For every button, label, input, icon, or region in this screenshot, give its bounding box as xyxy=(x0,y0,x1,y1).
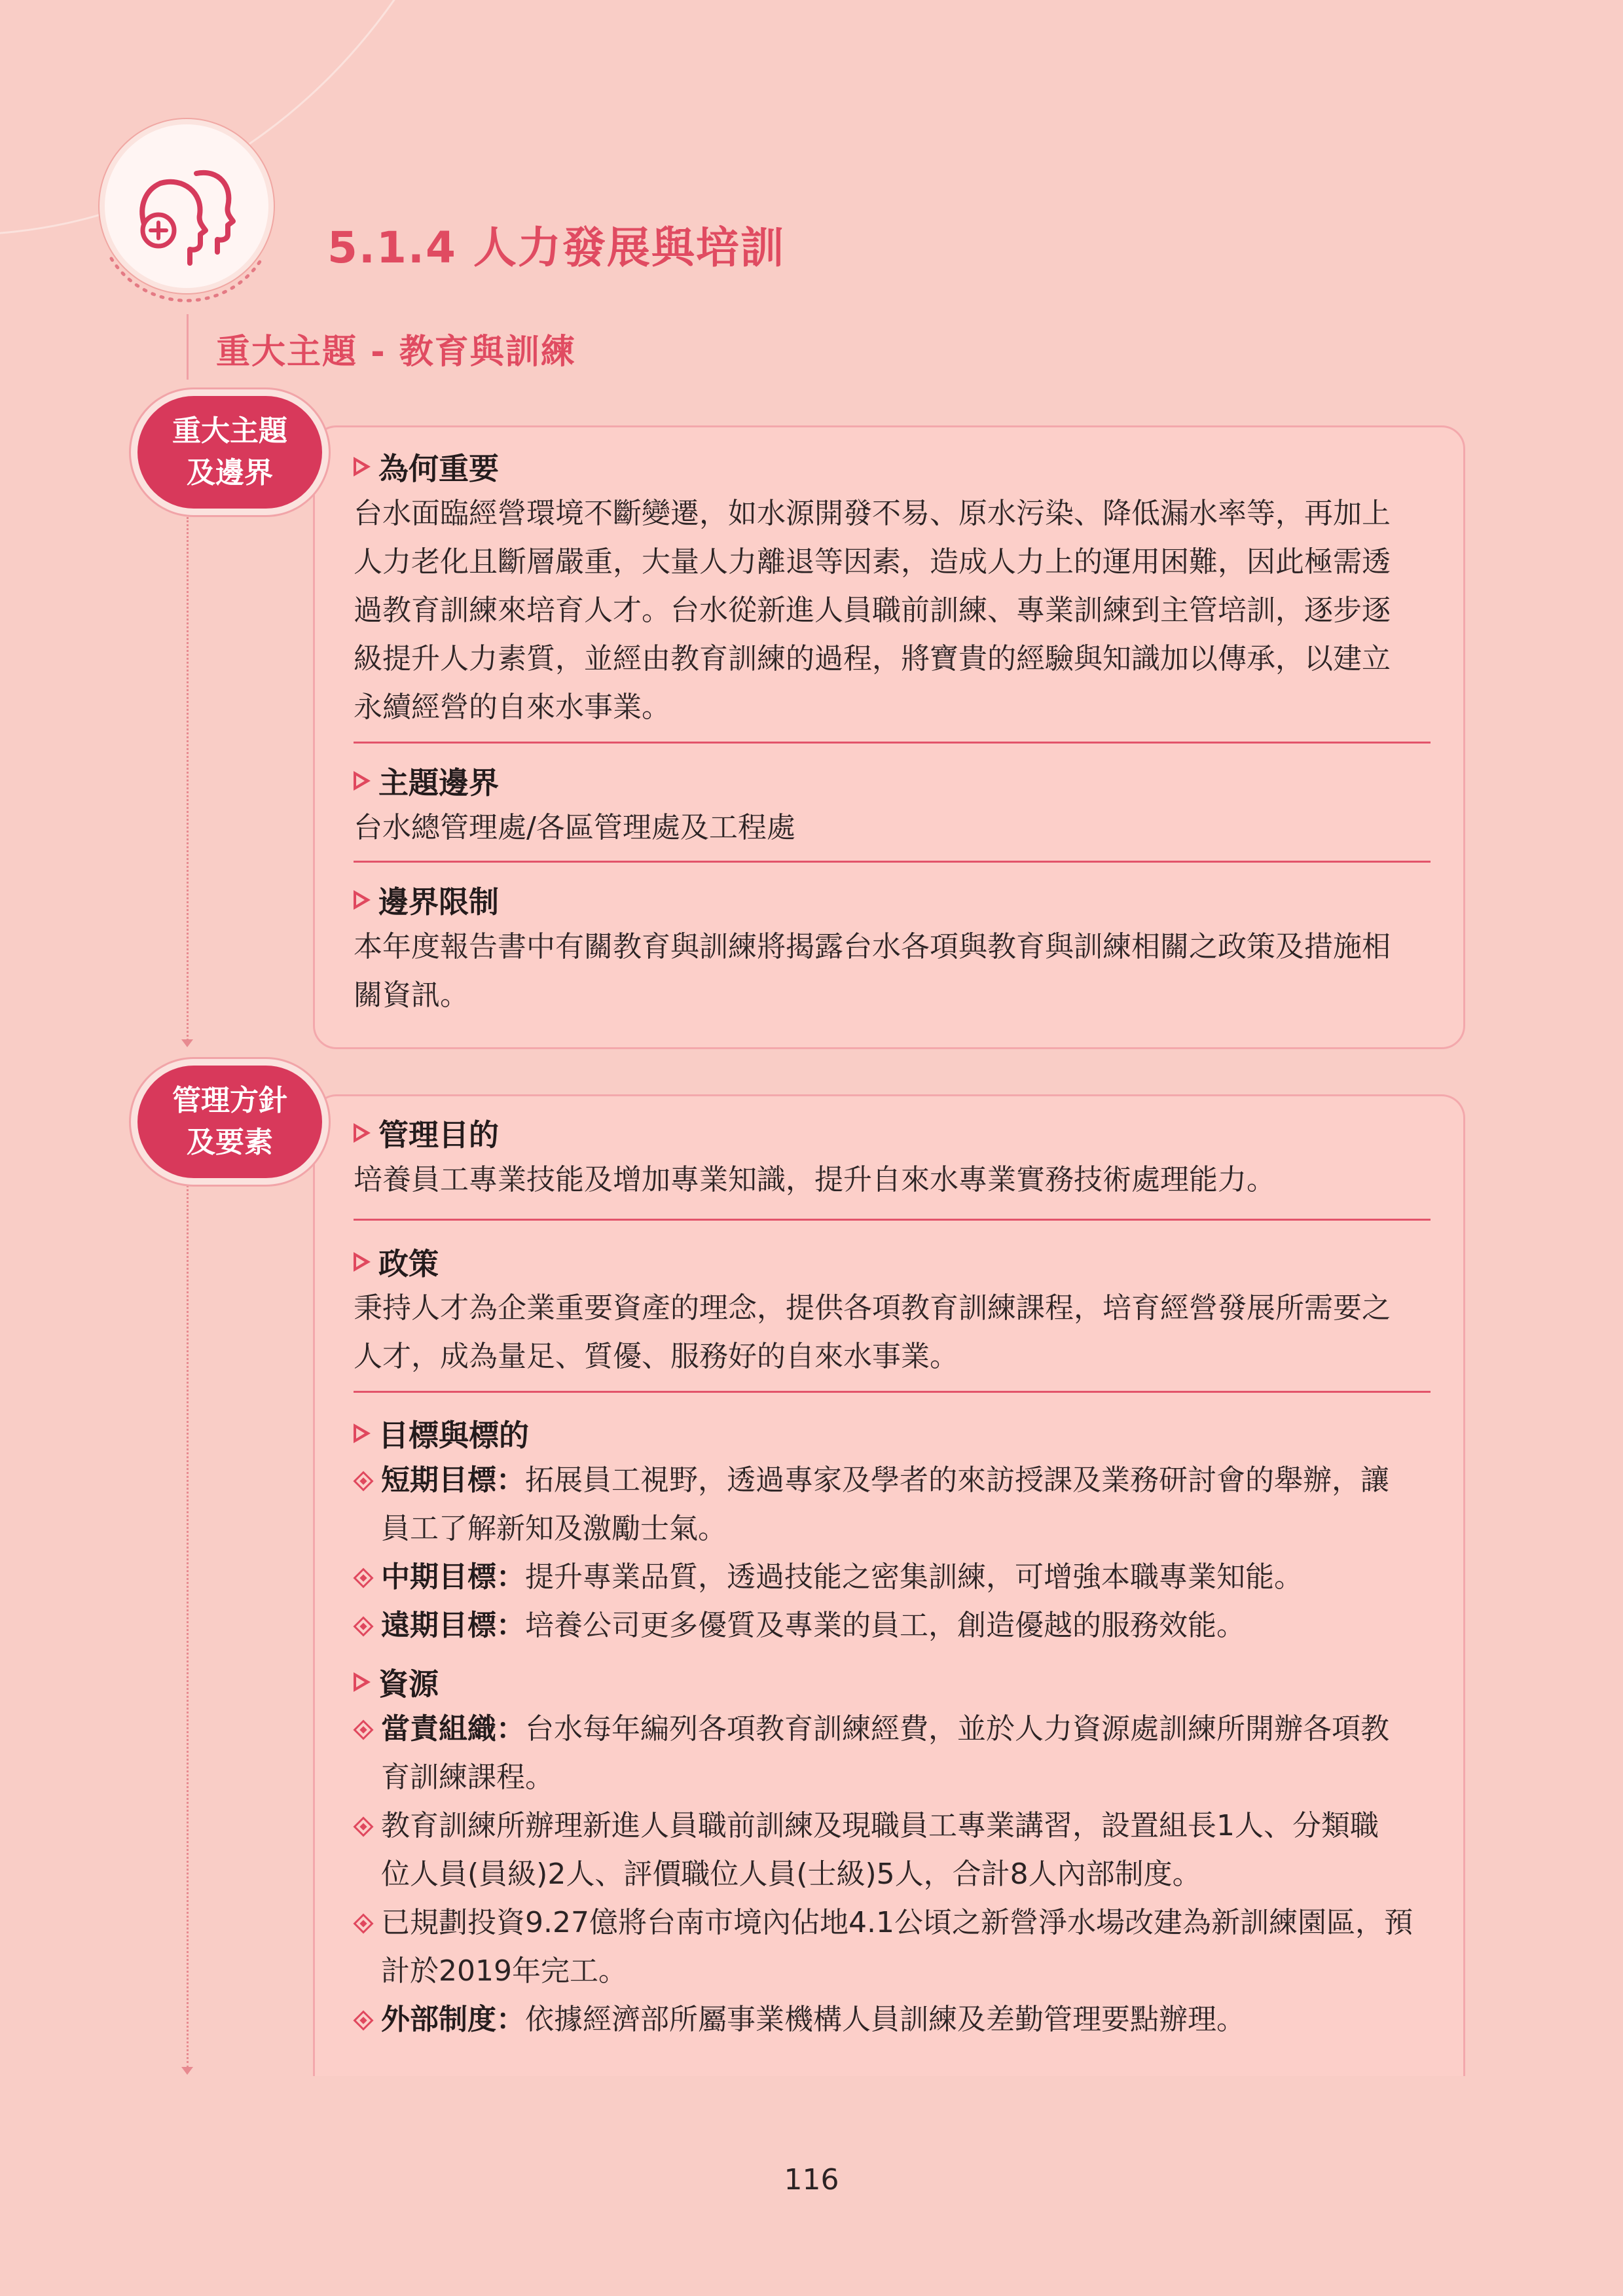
heading-policy xyxy=(354,1240,439,1283)
resource-staff-line1: 教育訓練所辦理新進人員職前訓練及現職員工專業講習，設置組長1人、分類職 xyxy=(381,1809,1379,1842)
limit-line-2: 關資訊。 xyxy=(354,978,469,1012)
heading-goals xyxy=(354,1412,529,1455)
diamond-bullet-icon xyxy=(353,1816,373,1837)
diamond-bullet-icon xyxy=(353,1913,373,1933)
pill-boundary-line2: 及邊界 xyxy=(187,456,273,490)
pill-management-line1: 管理方針 xyxy=(172,1084,287,1117)
goal-long-text: 培養公司更多優質及專業的員工，創造優越的服務效能。 xyxy=(525,1609,1245,1642)
timeline-arrow-icon-2 xyxy=(181,2067,193,2075)
pill-management-line2: 及要素 xyxy=(187,1126,273,1159)
resource-staff-line2: 位人員(員級)2人、評價職位人員(士級)5人，合計8人內部制度。 xyxy=(381,1857,1201,1891)
people-plus-icon xyxy=(98,118,275,295)
why-line-2: 人力老化且斷層嚴重，大量人力離退等因素，造成人力上的運用困難，因此極需透 xyxy=(354,545,1391,579)
resource-org-line1: 台水每年編列各項教育訓練經費，並於人力資源處訓練所開辦各項教 xyxy=(525,1712,1389,1746)
resource-investment xyxy=(354,1899,1434,1996)
management-purpose-text: 培養員工專業技能及增加專業知識，提升自來水專業實務技術處理能力。 xyxy=(354,1163,1275,1196)
triangle-bullet-icon xyxy=(354,771,371,791)
pill-management xyxy=(137,1066,322,1178)
goal-short-line2: 員工了解新知及激勵士氣。 xyxy=(381,1512,727,1545)
heading-policy-text: 政策 xyxy=(378,1246,439,1282)
timeline-dotted-line xyxy=(187,517,189,1041)
heading-management-purpose xyxy=(354,1111,499,1155)
resource-invest-line2: 計於2019年完工。 xyxy=(381,1954,627,1988)
divider xyxy=(354,1219,1431,1221)
divider xyxy=(354,742,1431,744)
triangle-bullet-icon xyxy=(354,890,371,910)
triangle-bullet-icon xyxy=(354,1424,371,1443)
resource-ext-label: 外部制度： xyxy=(381,2003,525,2036)
triangle-bullet-icon xyxy=(354,1672,371,1692)
page-number: 116 xyxy=(784,2163,839,2197)
heading-topic-boundary-text: 主題邊界 xyxy=(378,765,499,800)
goal-short-line1: 拓展員工視野，透過專家及學者的來訪授課及業務研討會的舉辦，讓 xyxy=(525,1463,1389,1497)
limit-line-1: 本年度報告書中有關教育與訓練將揭露台水各項與教育與訓練相關之政策及措施相 xyxy=(354,930,1391,963)
divider xyxy=(354,861,1431,863)
diamond-bullet-icon xyxy=(353,2010,373,2030)
timeline-arrow-icon xyxy=(181,1039,193,1047)
heading-boundary-limit xyxy=(354,878,499,922)
divider xyxy=(354,1391,1431,1393)
timeline-dotted-line-2 xyxy=(187,1185,189,2068)
heading-topic-boundary xyxy=(354,759,499,802)
resource-org-label: 當責組織： xyxy=(381,1712,525,1746)
pill-boundary-line1: 重大主題 xyxy=(172,414,287,448)
resource-org-line2: 育訓練課程。 xyxy=(381,1761,554,1794)
why-line-5: 永續經營的自來水事業。 xyxy=(354,691,670,724)
diamond-bullet-icon xyxy=(353,1616,373,1636)
why-line-3: 過教育訓練來培育人才。台水從新進人員職前訓練、專業訓練到主管培訓，逐步逐 xyxy=(354,594,1391,627)
goal-long-term xyxy=(354,1602,1434,1650)
why-line-4: 級提升人力素質，並經由教育訓練的過程，將寶貴的經驗與知識加以傳承，以建立 xyxy=(354,642,1391,675)
goal-mid-term xyxy=(354,1553,1434,1602)
page-subtitle: 重大主題 - 教育與訓練 xyxy=(216,332,576,372)
goal-mid-label: 中期目標： xyxy=(381,1560,525,1594)
heading-resources xyxy=(354,1660,439,1704)
boundary-limit-text xyxy=(354,923,1434,1020)
policy-line-1: 秉持人才為企業重要資產的理念，提供各項教育訓練課程，培育經營發展所需要之 xyxy=(354,1291,1391,1325)
why-line-1: 台水面臨經營環境不斷變遷，如水源開發不易、原水污染、降低漏水率等，再加上 xyxy=(354,497,1391,530)
title-connector xyxy=(187,314,189,380)
diamond-bullet-icon xyxy=(353,1719,373,1740)
resource-training-staff xyxy=(354,1802,1434,1899)
heading-resources-text: 資源 xyxy=(378,1666,439,1702)
triangle-bullet-icon xyxy=(354,1123,371,1143)
heading-why-important-text: 為何重要 xyxy=(378,451,499,486)
page-title: 5.1.4 人力發展與培訓 xyxy=(327,223,785,273)
topic-boundary-text: 台水總管理處/各區管理處及工程處 xyxy=(354,811,795,844)
resource-invest-line1: 已規劃投資9.27億將台南市境內佔地4.1公頃之新營淨水場改建為新訓練園區，預 xyxy=(381,1906,1413,1939)
goal-short-term xyxy=(354,1456,1434,1553)
heading-why-important xyxy=(354,445,499,488)
diamond-bullet-icon xyxy=(353,1471,373,1491)
triangle-bullet-icon xyxy=(354,1252,371,1272)
policy-line-2: 人才，成為量足、質優、服務好的自來水事業。 xyxy=(354,1340,958,1373)
heading-management-purpose-text: 管理目的 xyxy=(378,1117,499,1153)
policy-text xyxy=(354,1284,1434,1381)
resource-accountable-org xyxy=(354,1705,1434,1802)
people-icon-svg xyxy=(98,118,275,308)
goal-long-label: 遠期目標： xyxy=(381,1609,525,1642)
triangle-bullet-icon xyxy=(354,457,371,476)
why-important-text xyxy=(354,490,1434,732)
resource-ext-text: 依據經濟部所屬事業機構人員訓練及差勤管理要點辦理。 xyxy=(525,2003,1245,2036)
resource-external-system xyxy=(354,1996,1434,2044)
goal-short-label: 短期目標： xyxy=(381,1463,525,1497)
pill-boundary xyxy=(137,396,322,509)
heading-boundary-limit-text: 邊界限制 xyxy=(378,884,499,920)
goal-mid-text: 提升專業品質，透過技能之密集訓練，可增強本職專業知能。 xyxy=(525,1560,1303,1594)
heading-goals-text: 目標與標的 xyxy=(378,1418,529,1453)
diamond-bullet-icon xyxy=(353,1568,373,1588)
